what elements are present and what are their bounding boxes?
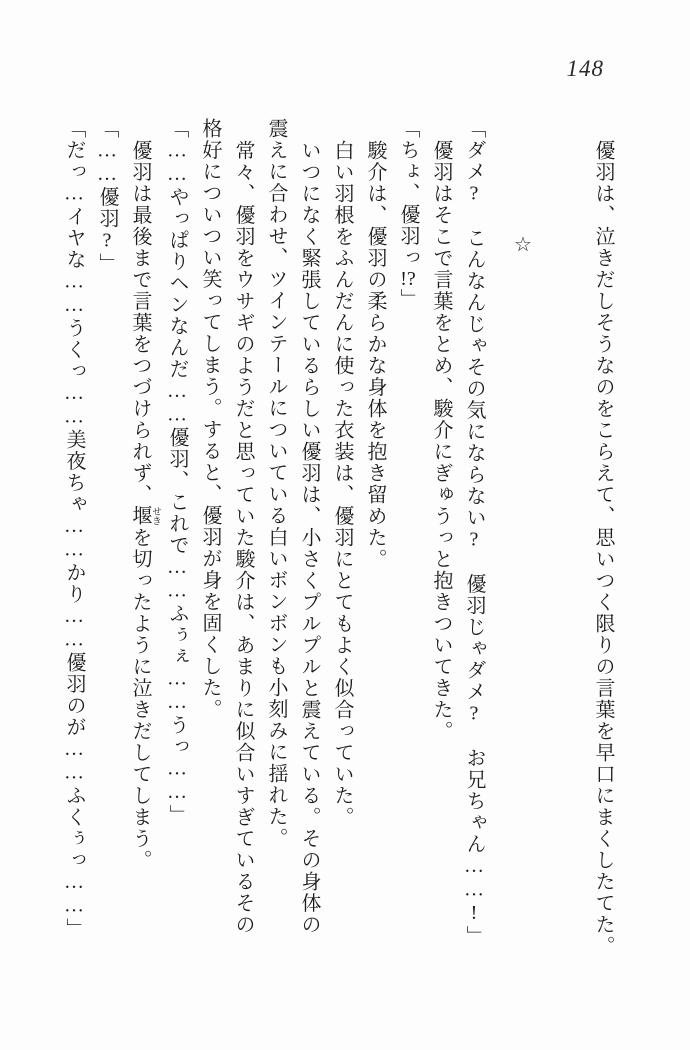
text-line-narrative: 優羽は、泣きだしそうなのをこらえて、思いつく限りの言葉を早口にまくしたてた。 xyxy=(592,139,614,957)
text-line-narrative: 常々、優羽をウサギのようだと思っていた駿介は、あまりに似合いすぎているその xyxy=(232,139,254,935)
vertical-text-block xyxy=(57,118,619,963)
text-line-narrative: 格好についつい笑ってしまう。すると、優羽が身を固くした。 xyxy=(199,118,221,720)
text-line-dialogue: 「……優羽?」 xyxy=(96,118,118,275)
text-line-narrative: いつになく緊張しているらしい優羽は、小さくプルプルと震えている。その身体の xyxy=(298,139,320,935)
ruby-annotated-char: 堰 せき xyxy=(129,505,160,527)
page-number: 148 xyxy=(566,56,604,81)
text-line-narrative: 駿介は、優羽の柔らかな身体を抱き留めた。 xyxy=(364,139,386,570)
text-line-dialogue: 「ダメ? こんなんじゃその気にならない? 優羽じゃダメ? お兄ちゃん……!」 xyxy=(463,118,485,947)
text-line-dialogue: 「……やっぱりヘンなんだ……優羽、これで……ふぅぇ……うっ……」 xyxy=(166,118,188,826)
text-line-narrative: 白い羽根をふんだんに使った衣装は、優羽にとてもよく似合っていた。 xyxy=(331,139,353,828)
text-line-dialogue: 「ちょ、優羽っ!?」 xyxy=(397,118,419,310)
text-line-narrative: 震えに合わせ、ツインテールについている白いボンボンも小刻みに揺れた。 xyxy=(265,118,287,849)
text-line-dialogue: 「だっ…イヤな……うくっ……美夜ちゃ……かり……優羽のが……ふくぅっ……」 xyxy=(63,118,85,940)
text-line-narrative: 優羽はそこで言葉をとめ、駿介にぎゅうっと抱きついてきた。 xyxy=(430,139,452,742)
text-line-narrative: 優羽は最後まで言葉をつづけられず、堰 せきを切ったように泣きだしてしまう。 xyxy=(129,139,160,871)
tate-chu-yoko: !? xyxy=(400,268,416,289)
scene-break-star: ☆ xyxy=(511,232,533,258)
